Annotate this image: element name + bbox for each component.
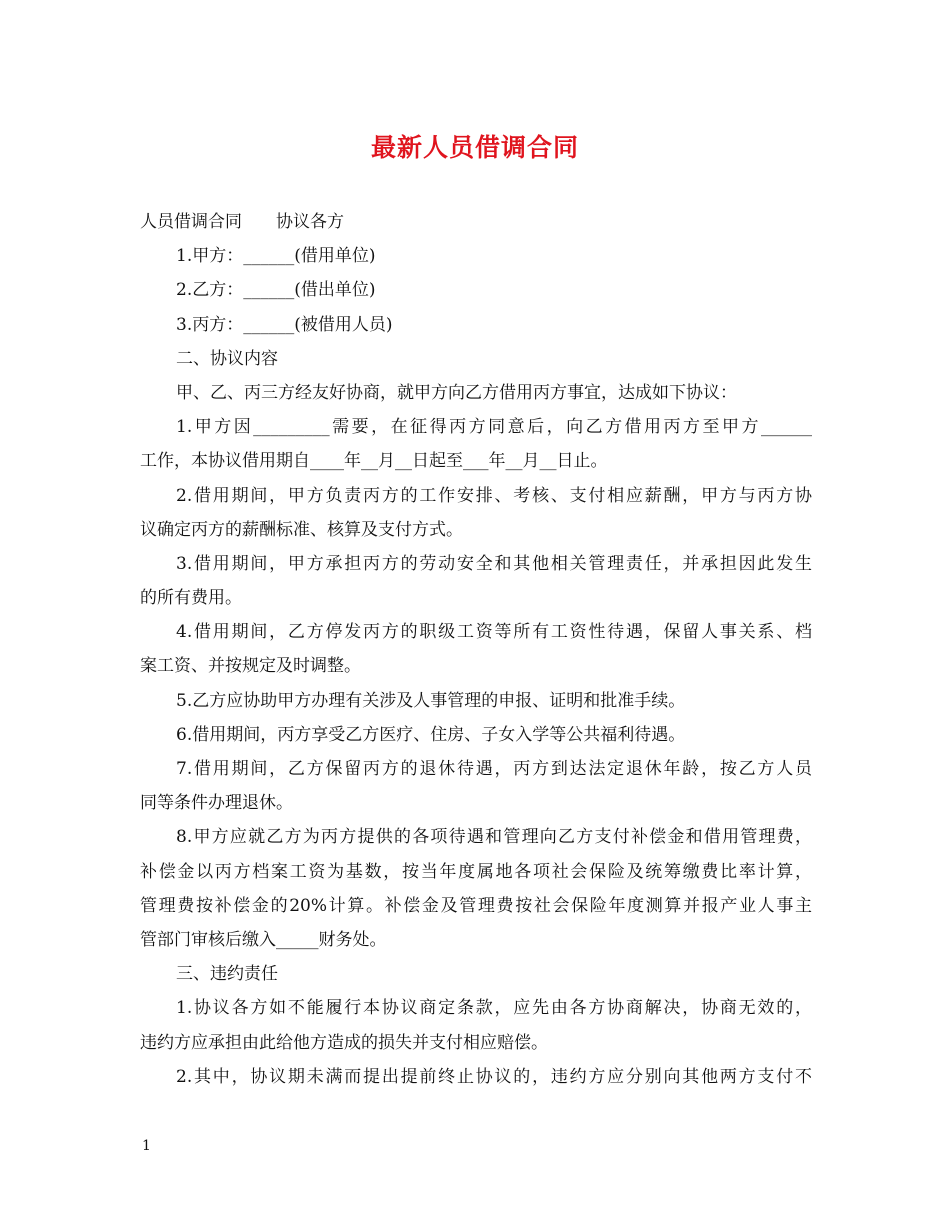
- paragraph-line: 甲、乙、丙三方经友好协商，就甲方向乙方借用丙方事宜，达成如下协议：: [176, 382, 737, 403]
- paragraph-line: 人员借调合同 协议各方: [140, 212, 344, 232]
- paragraph-line: 同等条件办理退休。: [140, 793, 293, 814]
- paragraph-line: 2.借用期间，甲方负责丙方的工作安排、考核、支付相应薪酬，甲方与丙方协: [176, 485, 812, 506]
- paragraph-line: 7.借用期间，乙方保留丙方的退休待遇，丙方到达法定退休年龄，按乙方人员: [176, 759, 812, 779]
- paragraph-line: 8.甲方应就乙方为丙方提供的各项待遇和管理向乙方支付补偿金和借用管理费，: [176, 827, 812, 848]
- paragraph-line: 2.其中，协议期未满而提出提前终止协议的，违约方应分别向其他两方支付不: [176, 1066, 812, 1087]
- paragraph-line: 补偿金以丙方档案工资为基数，按当年度属地各项社会保险及统筹缴费比率计算，: [140, 861, 812, 882]
- paragraph-line: 3.借用期间，甲方承担丙方的劳动安全和其他相关管理责任，并承担因此发生: [176, 553, 812, 574]
- paragraph-line: 5.乙方应协助甲方办理有关涉及人事管理的申报、证明和批准手续。: [176, 690, 686, 711]
- paragraph-line: 管理费按补偿金的20%计算。补偿金及管理费按社会保险年度测算并报产业人事主: [140, 895, 812, 916]
- paragraph-line: 案工资、并按规定及时调整。: [140, 656, 361, 677]
- document-title: 最新人员借调合同: [370, 133, 579, 162]
- page-number: 1: [142, 1138, 151, 1154]
- paragraph-line: 4.借用期间，乙方停发丙方的职级工资等所有工资性待遇，保留人事关系、档: [176, 622, 812, 643]
- paragraph-line: 议确定丙方的薪酬标准、核算及支付方式。: [140, 519, 463, 540]
- paragraph-line: 的所有费用。: [140, 588, 242, 609]
- paragraph-line: 1.甲方因_________需要，在征得丙方同意后，向乙方借用丙方至甲方______: [176, 417, 812, 438]
- paragraph-line: 二、协议内容: [176, 348, 278, 369]
- document-body: [140, 205, 812, 1094]
- paragraph-line: 1.协议各方如不能履行本协议商定条款，应先由各方协商解决，协商无效的，: [176, 998, 812, 1019]
- paragraph-line: 3.丙方：______(被借用人员): [176, 314, 393, 335]
- paragraph-line: 管部门审核后缴入_____财务处。: [140, 929, 387, 950]
- paragraph-line: 三、违约责任: [176, 964, 278, 985]
- paragraph-line: 1.甲方：______(借用单位): [176, 246, 376, 267]
- paragraph-line: 工作，本协议借用期自____年__月__日起至___年__月__日止。: [140, 451, 608, 472]
- paragraph-line: 违约方应承担由此给他方造成的损失并支付相应赔偿。: [140, 1032, 548, 1053]
- paragraph-line: 2.乙方：______(借出单位): [176, 280, 376, 301]
- paragraph-line: 6.借用期间，丙方享受乙方医疗、住房、子女入学等公共福利待遇。: [176, 724, 686, 745]
